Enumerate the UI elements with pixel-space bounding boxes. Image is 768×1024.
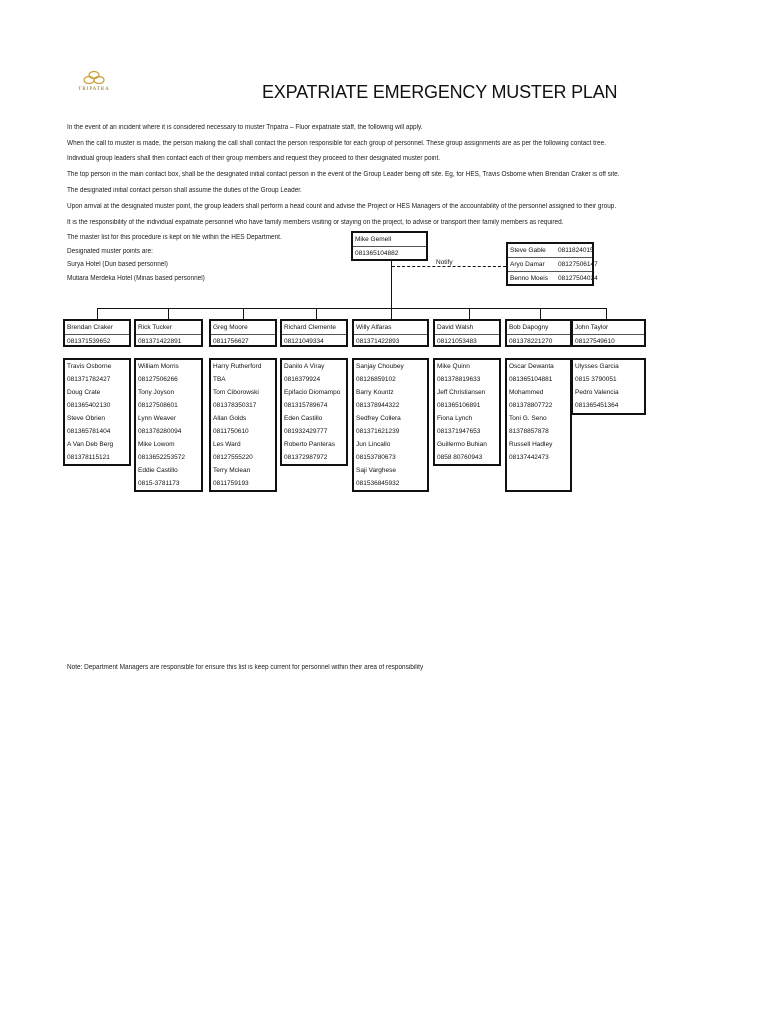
logo-mark-icon <box>82 70 106 86</box>
member-phone: 081371947653 <box>437 428 481 435</box>
member-name: Jun Lincallo <box>356 441 391 448</box>
leader-phone: 081371539652 <box>65 334 129 348</box>
member-phone: 081932429777 <box>284 428 328 435</box>
group-leader-box <box>134 319 203 347</box>
member-name: Les Ward <box>213 441 241 448</box>
member-phone: 081378807722 <box>509 402 553 409</box>
drop-line <box>97 308 98 319</box>
drop-line <box>469 308 470 319</box>
member-name: Oscar Dewanta <box>509 363 554 370</box>
member-name: Barry Kountz <box>356 389 394 396</box>
member-name: Fiona Lynch <box>437 415 473 422</box>
leader-name: David Walsh <box>437 324 474 331</box>
branch-line <box>97 308 606 309</box>
member-name: Steve Obrien <box>67 415 105 422</box>
member-name: Mike Quinn <box>437 363 470 370</box>
drop-line <box>168 308 169 319</box>
muster-points-label: Designated muster points are: <box>67 248 153 255</box>
trunk-line <box>391 261 392 309</box>
member-phone: 081378350317 <box>213 402 257 409</box>
muster-point-mutiara: Mutiara Merdeka Hotel (Minas based personnel) <box>67 275 205 282</box>
paragraph: In the event of an incident where it is considered necessary to muster Tripatra – Fluor expatriate staff, the following will apply. <box>67 124 423 131</box>
member-phone: 08126859102 <box>356 376 396 383</box>
contact-name: Mike Gemell <box>355 236 392 243</box>
member-phone: 0811759193 <box>213 480 249 487</box>
member-name: Sedfrey Collera <box>356 415 401 422</box>
member-phone: 081378944322 <box>356 402 400 409</box>
notify-name: Benno Moeis <box>510 275 548 282</box>
member-phone: 0816379924 <box>284 376 321 383</box>
notify-phone: 08127506147 <box>558 261 598 268</box>
member-name: Eddie Castillo <box>138 467 178 474</box>
member-name: Travis Osborne <box>67 363 112 370</box>
member-name: Pedro Valencia <box>575 389 619 396</box>
group-members-box <box>280 358 348 466</box>
notify-name: Steve Gable <box>510 247 546 254</box>
logo-text: TRIPATRA <box>78 87 110 92</box>
group-members-box <box>505 358 572 492</box>
member-phone: 0815-3781173 <box>138 480 180 487</box>
paragraph: Individual group leaders shall then contact each of their group members and request they proceed to their designated muster point. <box>67 155 441 162</box>
drop-line <box>391 308 392 319</box>
member-phone: 081371782427 <box>67 376 111 383</box>
group-leader-box <box>63 319 131 347</box>
group-leader-box <box>352 319 429 347</box>
member-phone: 081365402130 <box>67 402 111 409</box>
group-leader-box <box>505 319 572 347</box>
member-name: Mike Lowom <box>138 441 175 448</box>
member-name: Sanjay Choubey <box>356 363 404 370</box>
contact-phone: 081365104882 <box>353 246 426 260</box>
group-leader-box <box>280 319 348 347</box>
leader-phone: 0811756627 <box>211 334 275 348</box>
member-name: Lynn Weaver <box>138 415 176 422</box>
member-phone: 08137442473 <box>509 454 549 461</box>
member-name: Danilo A Viray <box>284 363 325 370</box>
member-name: Ulysses Garcia <box>575 363 619 370</box>
notify-box <box>506 242 598 286</box>
leader-name: Bob Dapogny <box>509 324 549 331</box>
member-phone: 081371621239 <box>356 428 400 435</box>
muster-point-surya: Surya Hotel (Duri based personnel) <box>67 261 168 268</box>
member-name: Harry Rutherford <box>213 363 262 370</box>
paragraph: It is the responsibility of the individual expatriate personnel who have family members visiting or staying on the project, to advise or transport their family members as required. <box>67 219 564 226</box>
member-phone: 081372987972 <box>284 454 328 461</box>
member-name: Russell Hadley <box>509 441 553 448</box>
member-phone: 081365781404 <box>67 428 111 435</box>
member-name: Guillermo Buhian <box>437 441 487 448</box>
paragraph: When the call to muster is made, the person making the call shall contact the person responsible for each group of personnel. These group assignments are as per the following contact tree. <box>67 140 607 147</box>
leader-phone: 081371422893 <box>354 334 427 348</box>
member-name: Doug Crate <box>67 389 101 396</box>
member-phone: 081365104881 <box>509 376 553 383</box>
paragraph: The designated initial contact person shall assume the duties of the Group Leader. <box>67 187 302 194</box>
member-phone: 0813652253572 <box>138 454 185 461</box>
member-phone: 081315789674 <box>284 402 328 409</box>
member-name: Saji Varghese <box>356 467 396 474</box>
group-members-box <box>209 358 277 492</box>
member-phone: 08153780673 <box>356 454 396 461</box>
member-phone: 08127555220 <box>213 454 253 461</box>
member-name: Jeff Christiansen <box>437 389 486 396</box>
tripatra-logo <box>72 70 116 96</box>
leader-name: Willy Alfaras <box>356 324 392 331</box>
notify-name: Aryo Damar <box>510 261 545 268</box>
group-members-box <box>433 358 501 466</box>
group-leader-box <box>209 319 277 347</box>
notify-item <box>508 271 598 285</box>
leader-phone: 081378221270 <box>507 334 570 348</box>
member-phone: 0811750610 <box>213 428 249 435</box>
member-name: Allan Golds <box>213 415 247 422</box>
notify-item <box>508 257 598 271</box>
member-phone: 081378280094 <box>138 428 182 435</box>
footer-note: Note: Department Managers are responsible for ensure this list is keep current for personnel within their area of responsibility <box>67 664 424 671</box>
leader-name: Brendan Craker <box>67 324 113 331</box>
member-name: Mohammed <box>509 389 544 396</box>
master-list-text: The master list for this procedure is kept on file within the HES Department. <box>67 234 282 241</box>
notify-item <box>508 244 592 257</box>
drop-line <box>606 308 607 319</box>
notify-connector <box>392 266 506 267</box>
member-name: Tony Joyson <box>138 389 175 396</box>
leader-phone: 08121053483 <box>435 334 499 348</box>
paragraph: The top person in the main contact box, shall be the designated initial contact person in the event of the Group Leader being off site. Eg, for HES, Travis Osborne when Brendan Craker is off site. <box>67 171 620 178</box>
group-members-box <box>63 358 131 466</box>
drop-line <box>316 308 317 319</box>
member-phone: 0815 3790051 <box>575 376 617 383</box>
member-name: Toni G. Seno <box>509 415 547 422</box>
member-name: Terry Mclean <box>213 467 251 474</box>
group-members-box <box>134 358 203 492</box>
paragraph: Upon arrival at the designated muster point, the group leaders shall perform a head count and advise the Project or HES Managers of the accountability of the personnel assigned to their group. <box>67 203 617 210</box>
member-name: Tom Ciborowski <box>213 389 259 396</box>
member-phone: 081378819633 <box>437 376 481 383</box>
member-phone: 081378115121 <box>67 454 110 461</box>
leader-name: Greg Moore <box>213 324 248 331</box>
member-phone: 81378857878 <box>509 428 549 435</box>
member-name: Epifacio Diomampo <box>284 389 341 396</box>
leader-phone: 081371422891 <box>136 334 201 348</box>
drop-line <box>540 308 541 319</box>
member-name: William Morris <box>138 363 179 370</box>
leader-name: Richard Clemente <box>284 324 337 331</box>
member-phone: TBA <box>213 376 226 383</box>
member-phone: 0858 80760943 <box>437 454 483 461</box>
group-leader-box <box>571 319 646 347</box>
member-phone: 08127508601 <box>138 402 178 409</box>
drop-line <box>243 308 244 319</box>
member-phone: 081365106891 <box>437 402 481 409</box>
notify-phone: 08127504024 <box>558 275 598 282</box>
notify-phone: 0811824015 <box>558 247 594 254</box>
group-leader-box <box>433 319 501 347</box>
member-phone: 081536845932 <box>356 480 400 487</box>
member-name: Eden Castillo <box>284 415 323 422</box>
group-members-box <box>352 358 429 492</box>
leader-name: John Taylor <box>575 324 609 331</box>
leader-name: Rick Tucker <box>138 324 172 331</box>
page-title: EXPATRIATE EMERGENCY MUSTER PLAN <box>262 82 618 102</box>
member-name: Roberto Panteras <box>284 441 335 448</box>
member-name: A Van Deb Berg <box>67 441 114 448</box>
top-contact-box <box>351 231 428 261</box>
group-members-box <box>571 358 646 415</box>
notify-label: Notify <box>436 259 453 266</box>
leader-phone: 08127549610 <box>573 334 644 348</box>
member-phone: 081365451364 <box>575 402 619 409</box>
leader-phone: 08121049334 <box>282 334 346 348</box>
member-phone: 08127506266 <box>138 376 178 383</box>
